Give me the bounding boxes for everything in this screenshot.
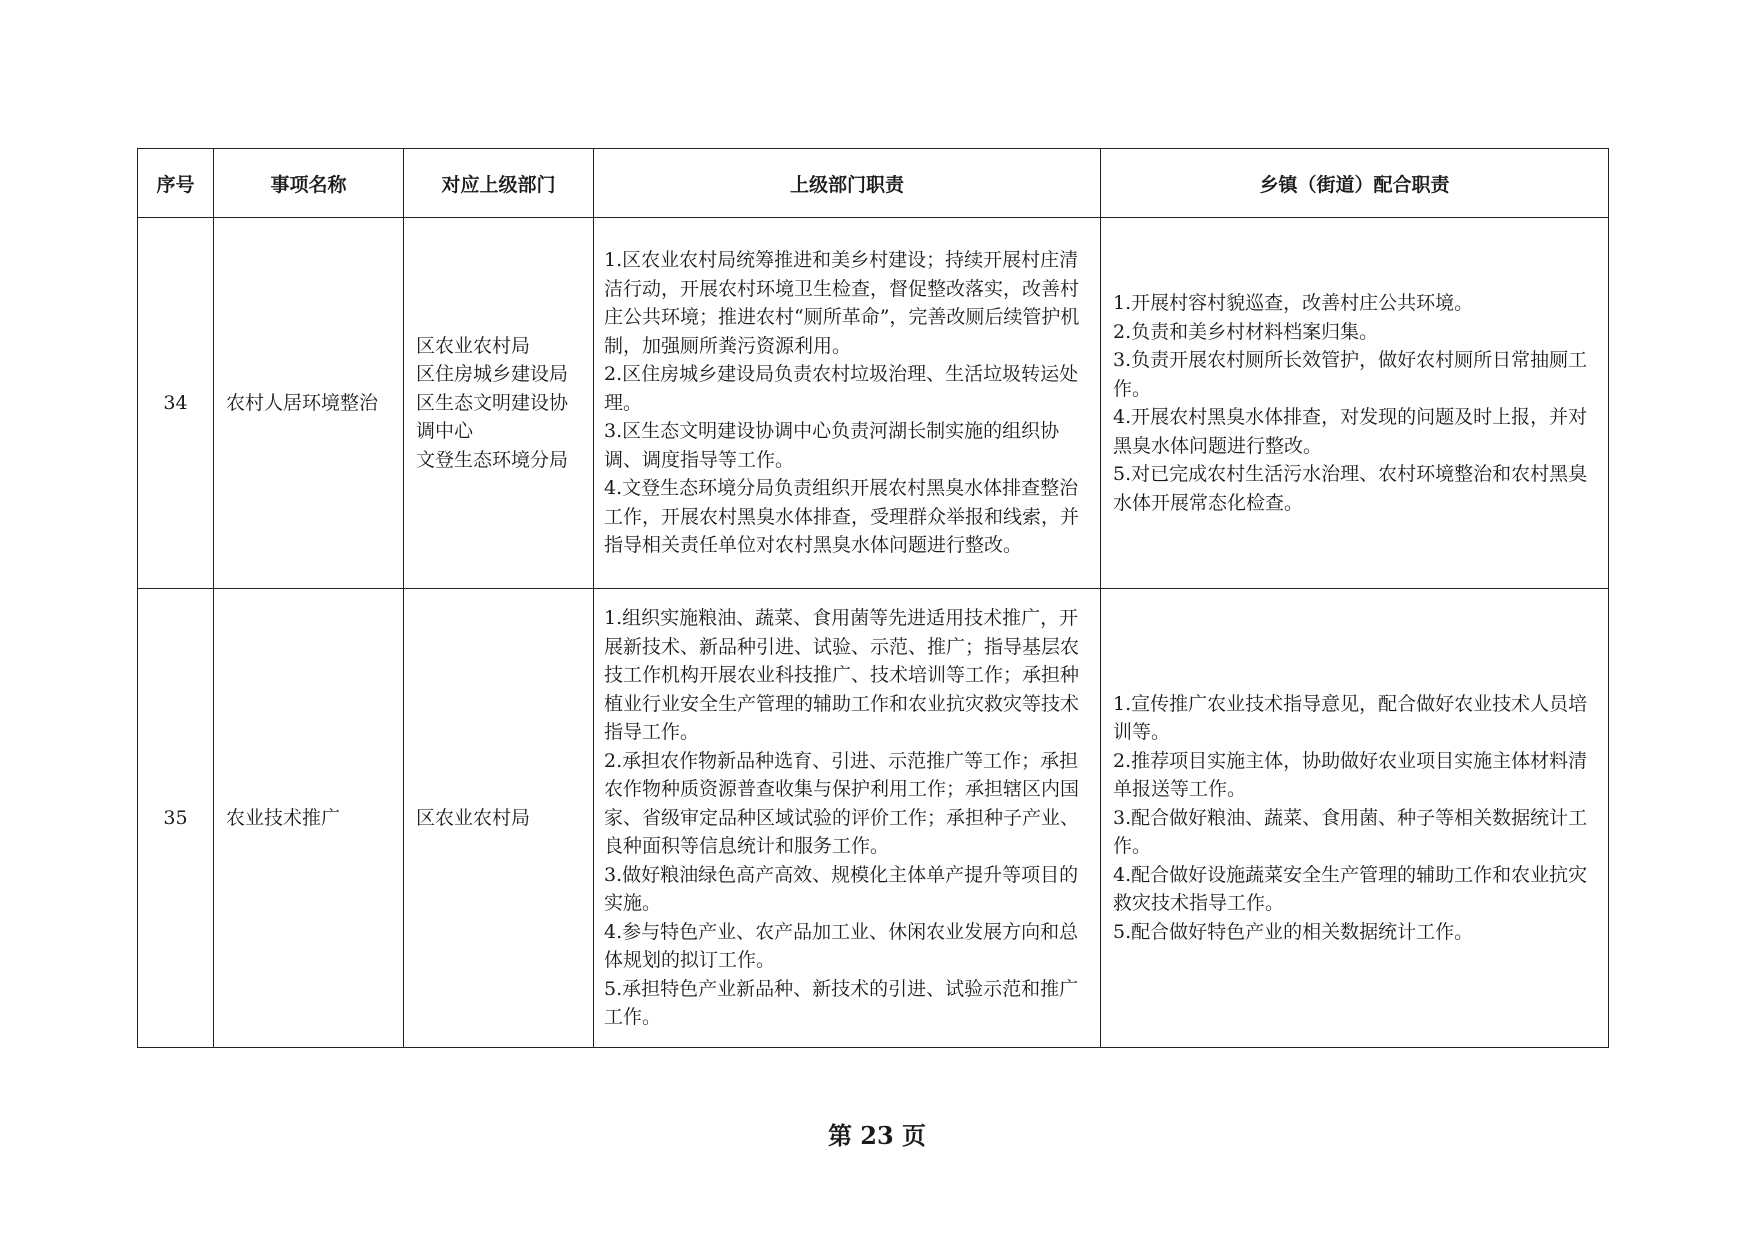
header-town-duty: 乡镇（街道）配合职责 [1101, 149, 1609, 218]
header-upper-duty: 上级部门职责 [594, 149, 1101, 218]
town-duty-item: 3.负责开展农村厕所长效管护，做好农村厕所日常抽厕工作。 [1113, 349, 1588, 400]
town-duty-item: 1.开展村容村貌巡查，改善村庄公共环境。 [1113, 292, 1474, 314]
upper-duty-item: 1.区农业农村局统筹推进和美乡村建设；持续开展村庄清洁行动，开展农村环境卫生检查，督促整改落实，改善村庄公共环境；推进农村“厕所革命”，完善改厕后续管护机制，加强厕所粪污资源利用。 [604, 249, 1080, 357]
town-duty-cell [1101, 218, 1609, 589]
department-list [404, 218, 594, 589]
upper-duty-item: 3.做好粮油绿色高产高效、规模化主体单产提升等项目的实施。 [604, 863, 1079, 915]
department: 区农业农村局 [416, 806, 531, 829]
table-header-row [138, 149, 1609, 218]
upper-duty-item: 4.文登生态环境分局负责组织开展农村黑臭水体排查整治工作，开展农村黑臭水体排查，受理群众举报和线索，并指导相关责任单位对农村黑臭水体问题进行整改。 [604, 477, 1080, 557]
department: 区生态文明建设协调中心 [416, 391, 569, 443]
upper-duty-item: 1.组织实施粮油、蔬菜、食用菌等先进适用技术推广，开展新技术、新品种引进、试验、示范、推广；指导基层农技工作机构开展农业科技推广、技术培训等工作；承担种植业行业安全生产管理的辅助工作和农业抗灾救灾等技术指导工作。 [604, 607, 1080, 744]
town-duty-item: 2.负责和美乡村材料档案归集。 [1113, 320, 1379, 343]
town-duty-item: 1.宣传推广农业技术指导意见，配合做好农业技术人员培训等。 [1113, 692, 1588, 744]
table-row [138, 218, 1609, 589]
page-number: 第 23 页 [827, 1121, 927, 1150]
table-row [138, 589, 1609, 1048]
upper-duty-item: 4.参与特色产业、农产品加工业、休闲农业发展方向和总体规划的拟订工作。 [604, 920, 1079, 972]
department-list [404, 589, 594, 1048]
duty-table [137, 148, 1609, 1048]
header-dept: 对应上级部门 [404, 149, 594, 218]
row-number: 34 [138, 218, 214, 589]
town-duty-item: 5.对已完成农村生活污水治理、农村环境整治和农村黑臭水体开展常态化检查。 [1113, 463, 1588, 514]
town-duty-item: 4.配合做好设施蔬菜安全生产管理的辅助工作和农业抗灾救灾技术指导工作。 [1113, 863, 1588, 915]
item-name: 农业技术推广 [214, 589, 404, 1048]
town-duty-item: 4.开展农村黑臭水体排查，对发现的问题及时上报，并对黑臭水体问题进行整改。 [1113, 406, 1588, 457]
upper-duty-cell [594, 589, 1101, 1048]
upper-duty-cell [594, 218, 1101, 589]
item-name: 农村人居环境整治 [214, 218, 404, 589]
header-no: 序号 [138, 149, 214, 218]
town-duty-cell [1101, 589, 1609, 1048]
town-duty-item: 5.配合做好特色产业的相关数据统计工作。 [1113, 920, 1474, 943]
department: 区农业农村局 [416, 334, 531, 357]
town-duty-item: 3.配合做好粮油、蔬菜、食用菌、种子等相关数据统计工作。 [1113, 806, 1588, 858]
department: 区住房城乡建设局 [416, 363, 569, 386]
town-duty-item: 2.推荐项目实施主体，协助做好农业项目实施主体材料清单报送等工作。 [1113, 749, 1588, 801]
upper-duty-item: 2.承担农作物新品种选育、引进、示范推广等工作；承担农作物种质资源普查收集与保护利用工作；承担辖区内国家、省级审定品种区域试验的评价工作；承担种子产业、良种面积等信息统计和服务工作。 [604, 749, 1080, 858]
upper-duty-item: 2.区住房城乡建设局负责农村垃圾治理、生活垃圾转运处理。 [604, 363, 1079, 414]
header-name: 事项名称 [214, 149, 404, 218]
row-number: 35 [138, 589, 214, 1048]
upper-duty-item: 5.承担特色产业新品种、新技术的引进、试验示范和推广工作。 [604, 977, 1079, 1029]
upper-duty-item: 3.区生态文明建设协调中心负责河湖长制实施的组织协调、调度指导等工作。 [604, 420, 1060, 471]
department: 文登生态环境分局 [416, 448, 569, 471]
